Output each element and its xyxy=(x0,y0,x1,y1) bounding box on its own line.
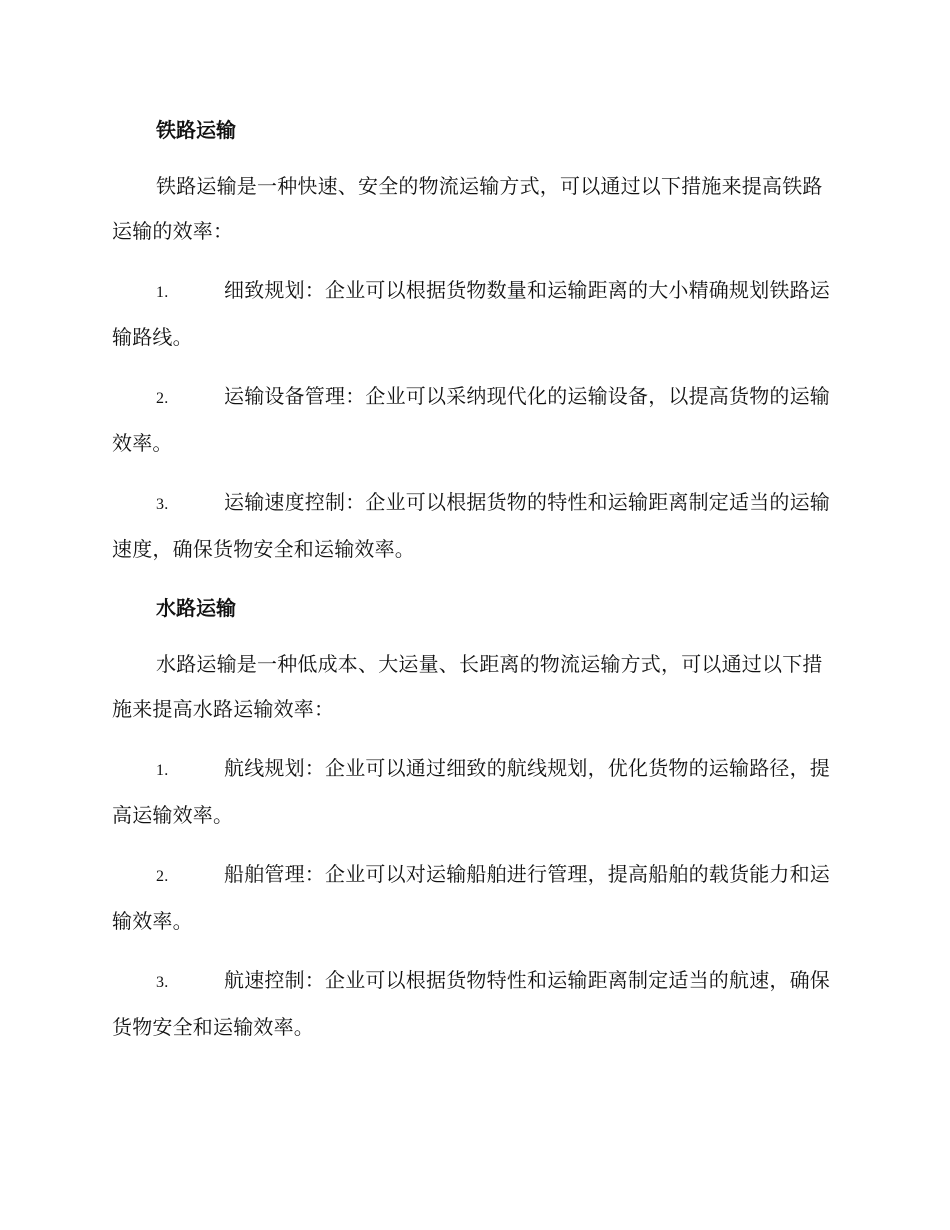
list-number: 1. xyxy=(156,762,169,779)
list-item xyxy=(112,374,832,466)
list-item xyxy=(112,268,832,360)
list-number: 2. xyxy=(156,868,169,885)
section-heading-waterway: 水路运输 xyxy=(156,596,236,620)
document-body xyxy=(112,108,832,1064)
list-text: 航线规划：企业可以通过细致的航线规划，优化货物的运输路径，提高运输效率。 xyxy=(112,756,830,827)
section-intro-waterway: 水路运输是一种低成本、大运量、长距离的物流运输方式，可以通过以下措施来提高水路运输效率： xyxy=(112,652,823,721)
list-item xyxy=(112,958,832,1050)
section-heading-railway: 铁路运输 xyxy=(156,118,236,142)
list-item xyxy=(112,480,832,572)
list-number: 1. xyxy=(156,284,169,301)
list-text: 船舶管理：企业可以对运输船舶进行管理，提高船舶的载货能力和运输效率。 xyxy=(112,862,830,933)
list-number: 3. xyxy=(156,496,169,513)
list-text: 运输设备管理：企业可以采纳现代化的运输设备，以提高货物的运输效率。 xyxy=(112,384,830,455)
list-text: 细致规划：企业可以根据货物数量和运输距离的大小精确规划铁路运输路线。 xyxy=(112,278,830,349)
list-number: 2. xyxy=(156,390,169,407)
list-text: 运输速度控制：企业可以根据货物的特性和运输距离制定适当的运输速度，确保货物安全和运输效率。 xyxy=(112,490,830,561)
section-intro-railway: 铁路运输是一种快速、安全的物流运输方式，可以通过以下措施来提高铁路运输的效率： xyxy=(112,174,823,243)
list-text: 航速控制：企业可以根据货物特性和运输距离制定适当的航速，确保货物安全和运输效率。 xyxy=(112,968,830,1039)
list-item xyxy=(112,746,832,838)
list-number: 3. xyxy=(156,974,169,991)
list-item xyxy=(112,852,832,944)
